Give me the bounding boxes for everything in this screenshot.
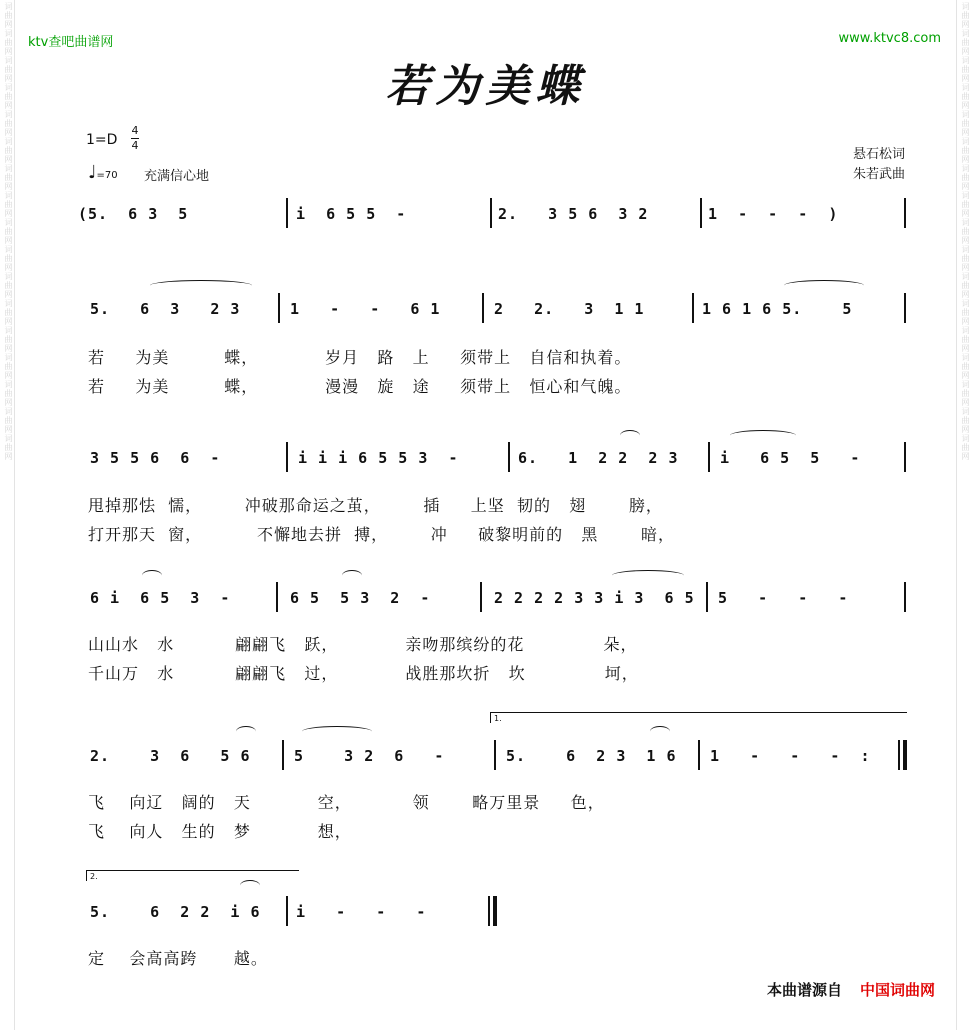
staff-line-4 [78,582,910,612]
slur [342,570,362,581]
staff-line-1 [78,198,910,228]
lyricist-credit: 悬石松词 [852,147,905,162]
slur [784,280,864,291]
lyrics-coda: 定 会高高跨 越。 [88,949,268,968]
measure: 1 - - 6 1 [290,300,441,318]
measure: 1 - - - ) [708,205,839,223]
song-title: 若为美蝶 [385,61,586,112]
composer-credit: 朱若武曲 [852,167,905,182]
measure: i 6 5 5 - [720,449,861,467]
measure: 1 - - - : [710,747,871,765]
measure: 1 6 1 6 5. 5 [702,300,853,318]
staff-line-5 [78,740,910,770]
right-watermark-strip [956,0,971,1030]
staff-line-6 [78,896,910,926]
measure: (5. 6 3 5 [78,205,189,223]
slur [612,570,684,581]
measure: i 6 5 5 - [296,205,407,223]
measure: i i i 6 5 5 3 - [298,449,459,467]
measure: 5. 6 2 2 i 6 [90,903,261,921]
slur [142,570,162,581]
measure: 2. 3 5 6 3 2 [498,205,649,223]
measure: 5. 6 2 3 1 6 [506,747,677,765]
left-watermark-strip [0,0,15,1030]
slur [620,430,640,441]
slur [150,280,252,291]
measure: i - - - [296,903,427,921]
site-name-left: ktv查吧曲谱网 [28,35,114,50]
tempo-value: =70 [96,170,118,181]
measure: 3 5 5 6 6 - [90,449,221,467]
key-signature: 1=D [86,132,118,148]
time-denominator: 4 [131,139,139,152]
staff-line-3 [78,442,910,472]
measure: 6 5 5 3 2 - [290,589,431,607]
lyrics-verse-1: 甩掉那怯 懦， 冲破那命运之茧， 插 上坚 韧的 翅 膀， [88,496,663,515]
source-label: 本曲谱源自 [766,981,842,999]
measure: 6. 1 2 2 2 3 [518,449,679,467]
lyrics-verse-2: 打开那天 窗， 不懈地去拼 搏， 冲 破黎明前的 黑 暗， [88,525,676,544]
lyrics-verse-2: 飞 向人 生的 梦 想， [88,822,352,841]
measure: 5 3 2 6 - [294,747,445,765]
lyrics-verse-1: 若 为美 蝶， 岁月 路 上 须带上 自信和执着。 [88,348,632,367]
measure: 2. 3 6 5 6 [90,747,251,765]
measure: 5. 6 3 2 3 [90,300,241,318]
staff-line-2 [78,293,910,323]
lyrics-verse-1: 山山水 水 翩翩飞 跃， 亲吻那缤纷的花 朵， [88,635,638,654]
quarter-note-icon: ♩ [88,162,97,183]
second-ending-bracket: 2. [86,870,299,881]
measure: 2 2. 3 1 1 [494,300,645,318]
lyrics-verse-2: 若 为美 蝶， 漫漫 旋 途 须带上 恒心和气魄。 [88,377,632,396]
tempo-marking [88,162,118,183]
watermark-text: 词曲网词曲网词曲网词曲网词曲网词曲网词曲网词曲网词曲网词曲网词曲网词曲网词曲网词曲网词曲网词曲网词曲网 [4,2,13,461]
slur [650,726,670,737]
watermark-text: 词曲网词曲网词曲网词曲网词曲网词曲网词曲网词曲网词曲网词曲网词曲网词曲网词曲网词曲网词曲网词曲网词曲网 [961,2,970,461]
expression-mark: 充满信心地 [144,169,210,184]
first-ending-bracket: 1. [490,712,907,723]
time-numerator: 4 [131,124,139,137]
slur [236,726,256,737]
measure: 6 i 6 5 3 - [90,589,231,607]
source-site-link[interactable]: 中国词曲网 [859,981,935,999]
measure: 2 2 2 2 3 3 i 3 6 5 [494,589,695,607]
site-url-right: www.ktvc8.com [838,31,941,46]
slur [302,726,372,737]
time-signature [131,125,139,152]
measure: 5 - - - [718,589,849,607]
lyrics-verse-1: 飞 向辽 阔的 天 空， 领 略万里景 色， [88,793,605,812]
source-credit [767,979,935,1000]
slur [730,430,796,441]
slur [240,880,260,891]
lyrics-verse-2: 千山万 水 翩翩飞 过， 战胜那坎折 坎 坷， [88,664,639,683]
